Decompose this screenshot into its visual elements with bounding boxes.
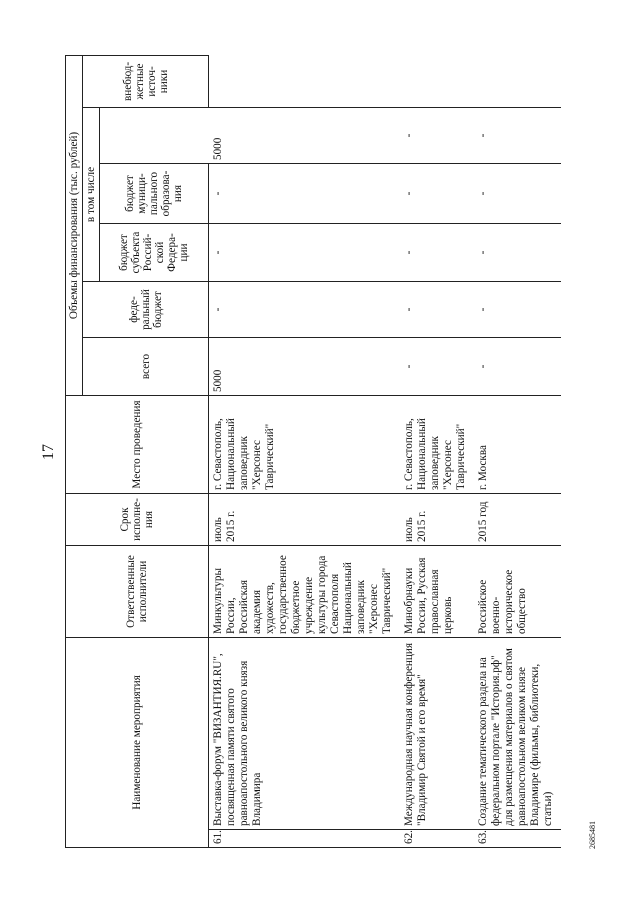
header-funding: Объемы финансирования (тыс. рублей) <box>66 55 83 395</box>
row-number: 61. <box>209 830 401 848</box>
document-code: 2685481 <box>588 821 597 849</box>
funding-federal: - <box>209 282 401 338</box>
table-row <box>474 55 561 847</box>
funding-federal: - <box>400 282 474 338</box>
header-extra: внебюд-жетные источ-ники <box>83 55 209 107</box>
event-name: Выставка-форум "ВИЗАНТИЯ.RU", посвященная памяти святого равноапостольного великого князя Владимира <box>209 638 401 830</box>
deadline: 2015 год <box>474 494 561 546</box>
header-name: Наименование мероприятия <box>66 638 209 848</box>
funding-total: - <box>400 338 474 396</box>
funding-municipal: - <box>474 164 561 224</box>
header-municipal: бюджет муници-пального образова-ния <box>100 164 209 224</box>
deadline: июль 2015 г. <box>400 494 474 546</box>
header-subject: бюджет субъекта Россий-ской Федера-ции <box>100 224 209 282</box>
funding-subject: - <box>209 224 401 282</box>
venue: г. Москва <box>474 396 561 494</box>
header-place: Место проведения <box>66 396 209 494</box>
funding-federal: - <box>474 282 561 338</box>
funding-subject: - <box>474 224 561 282</box>
deadline: июль 2015 г. <box>209 494 401 546</box>
responsible-executors: Минобрнауки России, Русская православная церковь <box>400 546 474 638</box>
venue: г. Севастополь, Национальный заповедник "Херсонес Таврический" <box>400 396 474 494</box>
funding-subject: - <box>400 224 474 282</box>
header-total: всего <box>83 338 209 396</box>
header-responsible: Ответственные исполнители <box>66 546 209 638</box>
funding-total: 5000 <box>209 338 401 396</box>
event-name: Международная научная конференция "Владимир Святой и его время" <box>400 638 474 830</box>
responsible-executors: Российское военно-историческое общество <box>474 546 561 638</box>
funding-total: - <box>474 338 561 396</box>
event-name: Создание тематического раздела на федеральном портале "История.рф" для размещения материалов о святом равноапостольном великом князе Владимире (фильмы, библиотеки, статьи) <box>474 638 561 830</box>
table-row <box>400 55 474 847</box>
funding-municipal: - <box>400 164 474 224</box>
header-deadline: Срок исполне-ния <box>66 494 209 546</box>
responsible-executors: Минкультуры России, Российская академия художеств, государственное бюджетное учреждение культуры города Севастополя Национальный заповедник "Херсонес Таврический" <box>209 546 401 638</box>
venue: г. Севастополь, Национальный заповедник "Херсонес Таврический" <box>209 396 401 494</box>
header-in-that-number: в том числе <box>83 108 100 282</box>
rotated-table-container <box>65 56 590 848</box>
page-number: 17 <box>40 444 57 460</box>
funding-extra: 5000 <box>209 108 401 164</box>
funding-municipal: - <box>209 164 401 224</box>
funding-extra: - <box>400 108 474 164</box>
events-funding-table <box>65 55 561 848</box>
header-federal: феде-ральный бюджет <box>83 282 209 338</box>
row-number: 63. <box>474 830 561 848</box>
funding-extra: - <box>474 108 561 164</box>
table-row <box>209 55 401 847</box>
row-number: 62. <box>400 830 474 848</box>
